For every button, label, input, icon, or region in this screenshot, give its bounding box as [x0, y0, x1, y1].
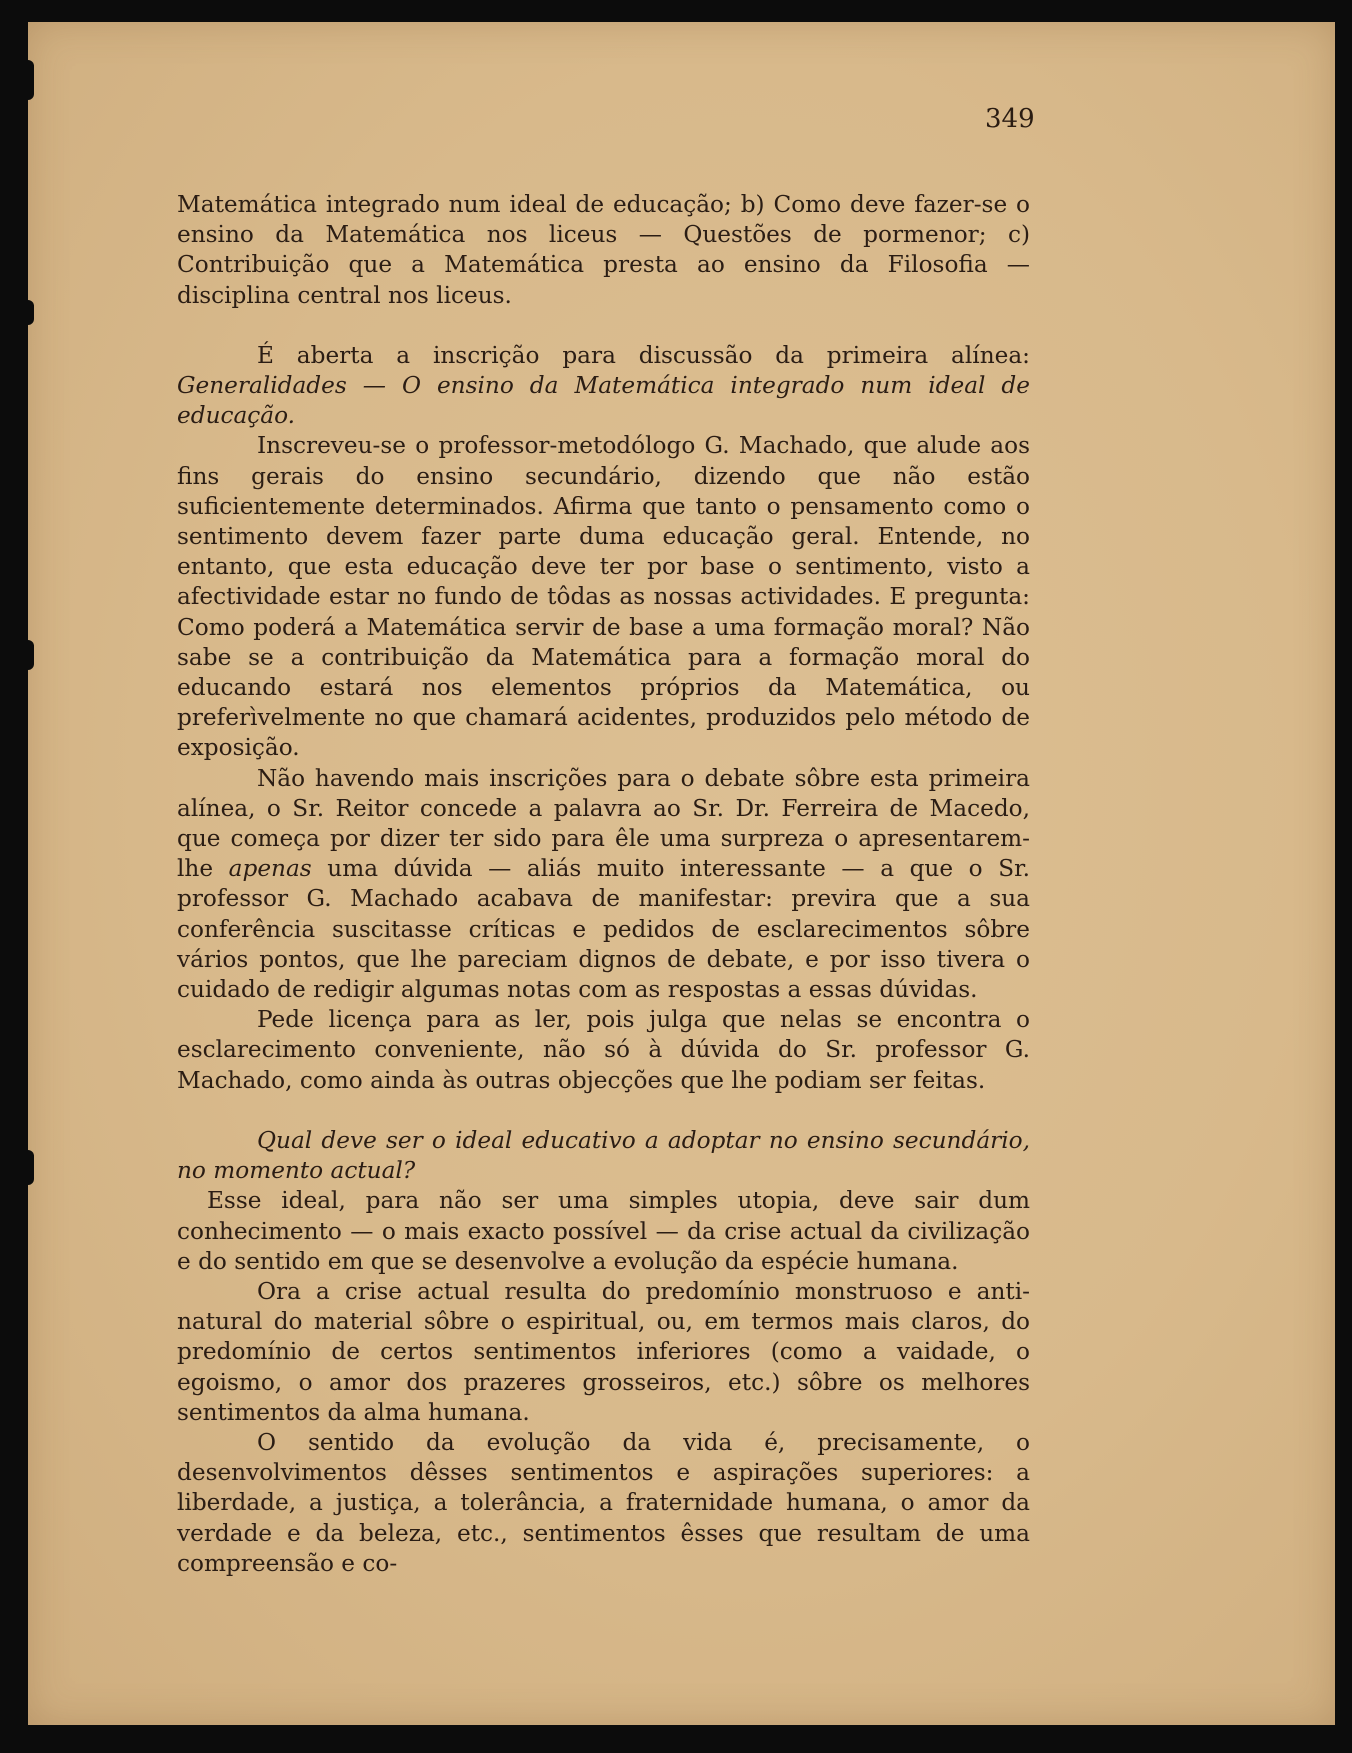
paragraph: Inscreveu-se o professor-metodólogo G. Machado, que alude aos fins gerais do ensino secundário, dizendo que não estão suficientemente determinados. Afirma que tanto o pensamento como o sentimento devem fazer parte duma educação geral. Entende, no entanto, que esta educação deve ter por base o sentimento, visto a afectividade estar no fundo de tôdas as nossas actividades. E pregunta: Como poderá a Matemática servir de base a uma formação moral? Não sabe se a contribuição da Matemática para a formação moral do educando estará nos elementos próprios da Matemática, ou preferìvelmente no que chamará acidentes, produzidos pelo método de exposição.	[177, 432, 1030, 762]
paragraph: Matemática integrado num ideal de educação; b) Como deve fazer-se o ensino da Matemática nos liceus — Questões de pormenor; c) Contribuição que a Matemática presta ao ensino da Filosofia — disciplina central nos liceus.	[177, 191, 1030, 309]
paragraph: O sentido da evolução da vida é, precisamente, o desenvolvimentos dêsses sentimentos e aspirações superiores: a liberdade, a justiça, a tolerância, a fraternidade humana, o amor da verdade e da beleza, etc., sentimentos êsses que resultam de uma compreensão e co-	[177, 1428, 1030, 1577]
page-text	[177, 190, 1030, 1579]
torn-edge-mark	[20, 60, 34, 100]
paragraph-part: uma dúvida — aliás muito interessante — a que o Sr. professor G. Machado acabava de manifestar: previra que a sua conferência suscitasse críticas e pedidos de esclarecimentos sôbre vários pontos, que lhe pareciam dignos de debate, e por isso tivera o cuidado de redigir algumas notas com as respostas a essas dúvidas.	[177, 855, 1030, 1004]
paragraph-part: Não havendo mais inscrições para o debate sôbre esta primeira alínea, o Sr. Reitor concede a palavra ao Sr. Dr. Ferreira de Macedo, que começa por dizer ter sido para êle uma surpreza o apresentarem-lhe	[177, 764, 1030, 883]
torn-edge-mark	[20, 640, 34, 670]
heading-text: Qual deve ser o ideal educativo a adoptar no ensino secundário, no momento actual?	[177, 1126, 1030, 1185]
torn-edge-mark	[20, 300, 34, 325]
italic-phrase: Generalidades — O ensino da Matemática integrado num ideal de educação.	[177, 372, 1030, 430]
page-number: 349	[985, 104, 1035, 134]
paragraph	[177, 764, 1030, 1006]
italic-word: apenas	[228, 855, 312, 883]
paragraph	[177, 341, 1030, 432]
section-heading	[177, 1126, 1030, 1186]
paragraph: Esse ideal, para não ser uma simples utopia, deve sair dum conhecimento — o mais exacto possível — da crise actual da civilização e do sentido em que se desenvolve a evolução da espécie humana.	[177, 1187, 1030, 1275]
paragraph-lead: É aberta a inscrição para discussão da primeira alínea:	[257, 341, 1030, 369]
paragraph: Ora a crise actual resulta do predomínio monstruoso e anti-natural do material sôbre o espiritual, ou, em termos mais claros, do predomínio de certos sentimentos inferiores (como a vaidade, o egoismo, o amor dos prazeres grosseiros, etc.) sôbre os melhores sentimentos da alma humana.	[177, 1277, 1030, 1426]
paragraph: Pede licença para as ler, pois julga que nelas se encontra o esclarecimento conveniente, não só à dúvida do Sr. professor G. Machado, como ainda às outras objecções que lhe podiam ser feitas.	[177, 1006, 1030, 1094]
torn-edge-mark	[20, 1150, 34, 1185]
